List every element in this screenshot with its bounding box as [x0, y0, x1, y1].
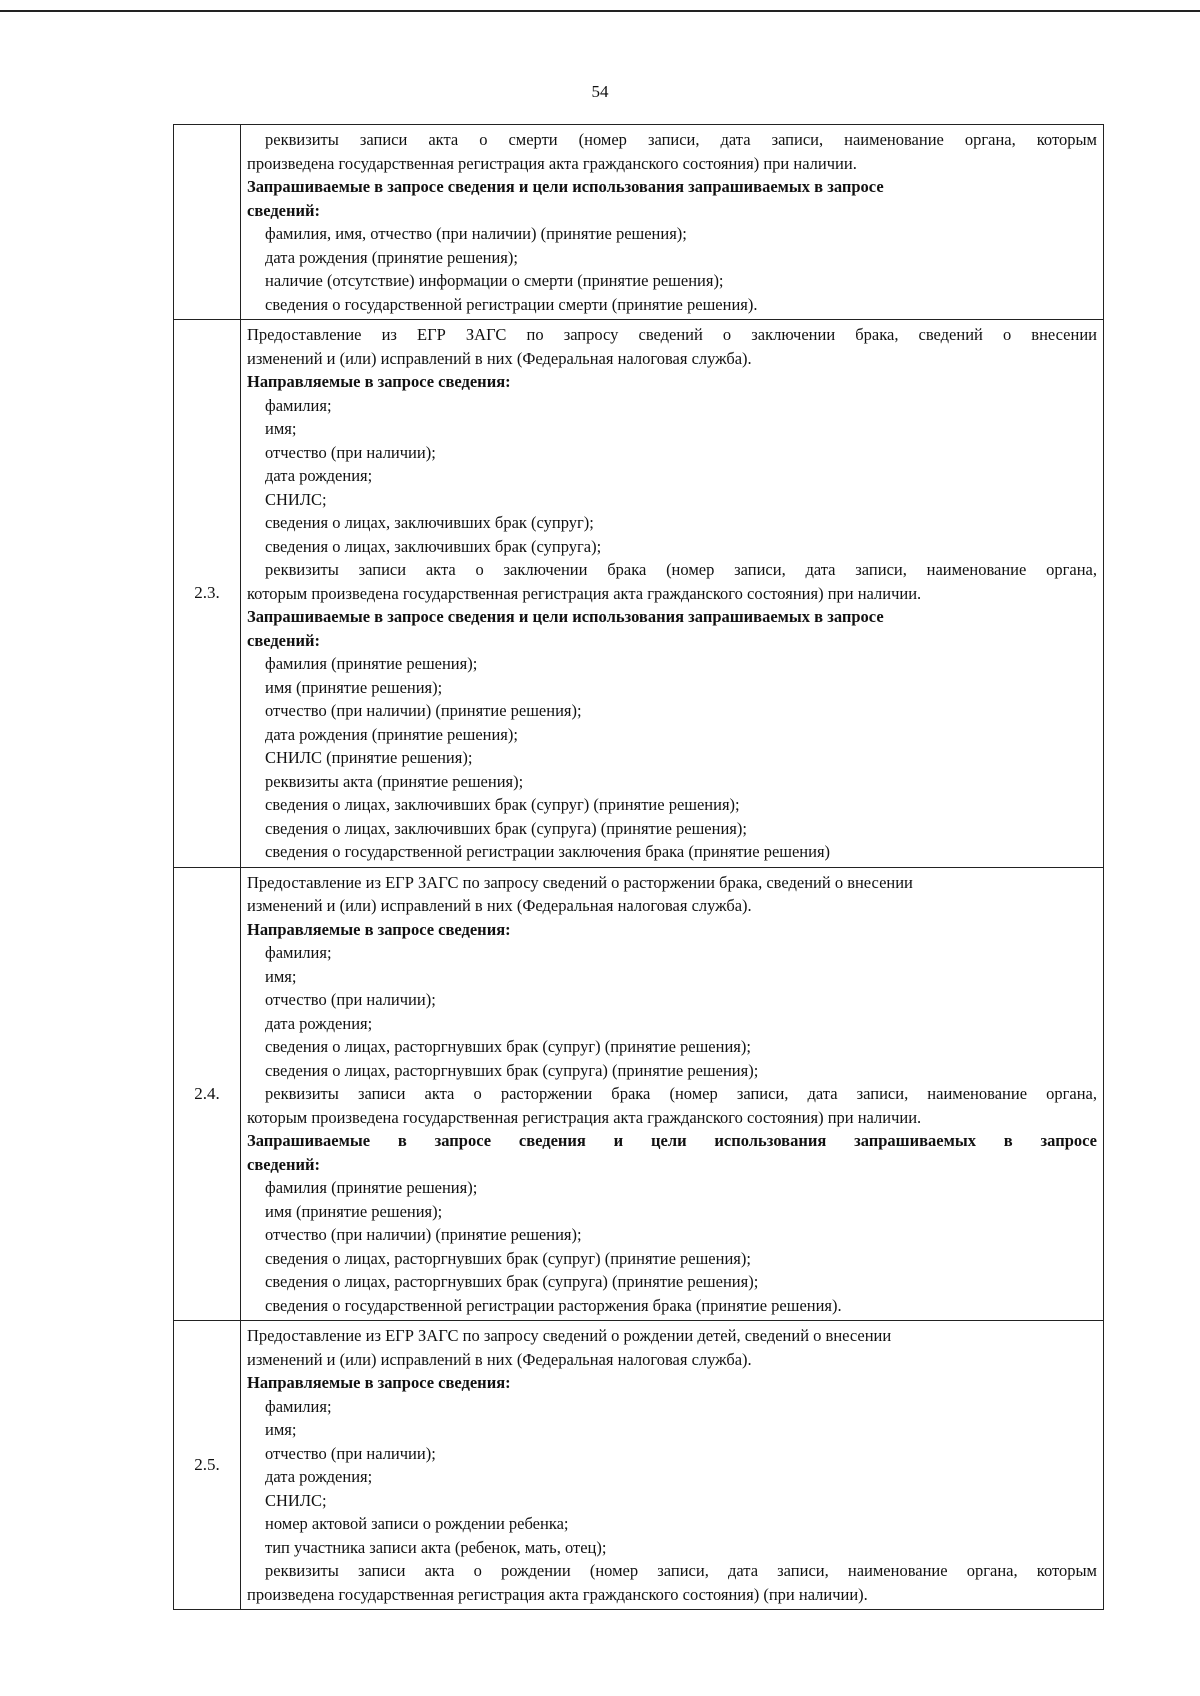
text-line: имя; [265, 1420, 297, 1439]
text-line: Направляемые в запросе сведения: [247, 919, 511, 939]
text-line: фамилия; [265, 395, 332, 415]
text-line: изменений и (или) исправлений в них (Федеральная налоговая служба). [247, 348, 752, 368]
text-line: сведений: [247, 630, 321, 650]
text-line: Направляемые в запросе сведения: [247, 1373, 511, 1392]
row-number: 2.4. [174, 867, 241, 1321]
text-line: наличие (отсутствие) информации о смерти (принятие решения); [265, 271, 724, 290]
text-line: изменений и (или) исправлений в них (Федеральная налоговая служба). [247, 1349, 752, 1369]
text-line: тип участника записи акта (ребенок, мать, отец); [265, 1537, 607, 1557]
row-content [241, 867, 1104, 1321]
text-line: которым произведена государственная регистрация акта гражданского состояния) при наличии. [247, 583, 922, 603]
text-line: сведения о лицах, расторгнувших брак (супруг) (принятие решения); [265, 1037, 751, 1056]
text-line: фамилия; [265, 943, 332, 962]
text-line: Предоставление из ЕГР ЗАГС по запросу сведений о расторжении брака, сведений о внесении [247, 872, 913, 892]
table-row [174, 320, 1104, 868]
text-line: сведения о лицах, расторгнувших брак (супруга) (принятие решения); [265, 1060, 759, 1080]
text-line: сведения о государственной регистрации смерти (принятие решения). [265, 294, 758, 314]
text-line: Запрашиваемые в запросе сведения и цели использования запрашиваемых в запросе [247, 607, 884, 626]
text-line: имя; [265, 966, 297, 986]
text-line: произведена государственная регистрация акта гражданского состояния) при наличии. [247, 153, 857, 173]
text-line: изменений и (или) исправлений в них (Федеральная налоговая служба). [247, 896, 752, 915]
text-line: отчество (при наличии); [265, 990, 436, 1009]
text-line: номер актовой записи о рождении ребенка; [265, 1514, 569, 1533]
table-row [174, 1321, 1104, 1610]
row-content [241, 320, 1104, 868]
text-line: Направляемые в запросе сведения: [247, 372, 511, 391]
text-line: сведения о лицах, заключивших брак (супруг); [265, 513, 594, 532]
text-line: СНИЛС; [265, 1490, 327, 1510]
row-number [174, 125, 241, 320]
text-line: дата рождения; [265, 466, 373, 485]
text-line: сведений: [247, 200, 321, 220]
text-line: СНИЛС (принятие решения); [265, 748, 473, 767]
text-line: сведения о лицах, расторгнувших брак (супруг) (принятие решения); [265, 1248, 751, 1268]
text-line: реквизиты акта (принятие решения); [265, 771, 524, 791]
text-line: сведения о государственной регистрации заключения брака (принятие решения) [265, 842, 831, 861]
text-line: фамилия (принятие решения); [265, 1178, 478, 1197]
table-row [174, 125, 1104, 320]
text-line: реквизиты записи акта о заключении брака (номер записи, дата записи, наименование органа, [265, 560, 1097, 579]
text-line: отчество (при наличии) (принятие решения); [265, 701, 582, 720]
text-line: Запрашиваемые в запросе сведения и цели использования запрашиваемых в запросе [247, 1131, 1097, 1150]
text-line: имя; [265, 419, 297, 438]
text-line: Предоставление из ЕГР ЗАГС по запросу сведений о заключении брака, сведений о внесении [247, 325, 1097, 344]
text-line: сведения о лицах, заключивших брак (супруга) (принятие решения); [265, 818, 747, 838]
text-line: реквизиты записи акта о рождении (номер записи, дата записи, наименование органа, которым [265, 1561, 1097, 1580]
row-number: 2.5. [174, 1321, 241, 1610]
top-rule [0, 10, 1200, 12]
table-row [174, 867, 1104, 1321]
text-line: отчество (при наличии); [265, 1443, 436, 1463]
text-line: отчество (при наличии); [265, 442, 436, 462]
row-content [241, 1321, 1104, 1610]
text-line: произведена государственная регистрация акта гражданского состояния) (при наличии). [247, 1584, 868, 1604]
text-line: имя (принятие решения); [265, 677, 443, 697]
table-body [174, 125, 1104, 1610]
text-line: дата рождения (принятие решения); [265, 247, 518, 267]
text-line: реквизиты записи акта о расторжении брака (номер записи, дата записи, наименование органа, [265, 1084, 1097, 1103]
text-line: сведения о лицах, заключивших брак (супруга); [265, 536, 602, 556]
text-line: Запрашиваемые в запросе сведения и цели использования запрашиваемых в запросе [247, 177, 884, 196]
text-line: сведения о лицах, расторгнувших брак (супруга) (принятие решения); [265, 1272, 759, 1291]
row-content [241, 125, 1104, 320]
text-line: фамилия, имя, отчество (при наличии) (принятие решения); [265, 224, 687, 243]
row-number: 2.3. [174, 320, 241, 868]
page-number: 54 [591, 82, 609, 101]
text-line: дата рождения; [265, 1467, 373, 1486]
document-table [173, 124, 1104, 1610]
text-line: реквизиты записи акта о смерти (номер записи, дата записи, наименование органа, которым [265, 130, 1097, 149]
text-line: фамилия (принятие решения); [265, 654, 478, 673]
text-line: сведения о лицах, заключивших брак (супруг) (принятие решения); [265, 795, 740, 814]
text-line: дата рождения; [265, 1013, 373, 1033]
text-line: СНИЛС; [265, 489, 327, 509]
text-line: имя (принятие решения); [265, 1201, 443, 1221]
text-line: которым произведена государственная регистрация акта гражданского состояния) при наличии. [247, 1107, 922, 1127]
text-line: отчество (при наличии) (принятие решения); [265, 1225, 582, 1244]
text-line: сведений: [247, 1154, 321, 1174]
text-line: Предоставление из ЕГР ЗАГС по запросу сведений о рождении детей, сведений о внесении [247, 1326, 892, 1345]
text-line: фамилия; [265, 1396, 332, 1416]
text-line: дата рождения (принятие решения); [265, 724, 518, 744]
text-line: сведения о государственной регистрации расторжения брака (принятие решения). [265, 1295, 842, 1315]
